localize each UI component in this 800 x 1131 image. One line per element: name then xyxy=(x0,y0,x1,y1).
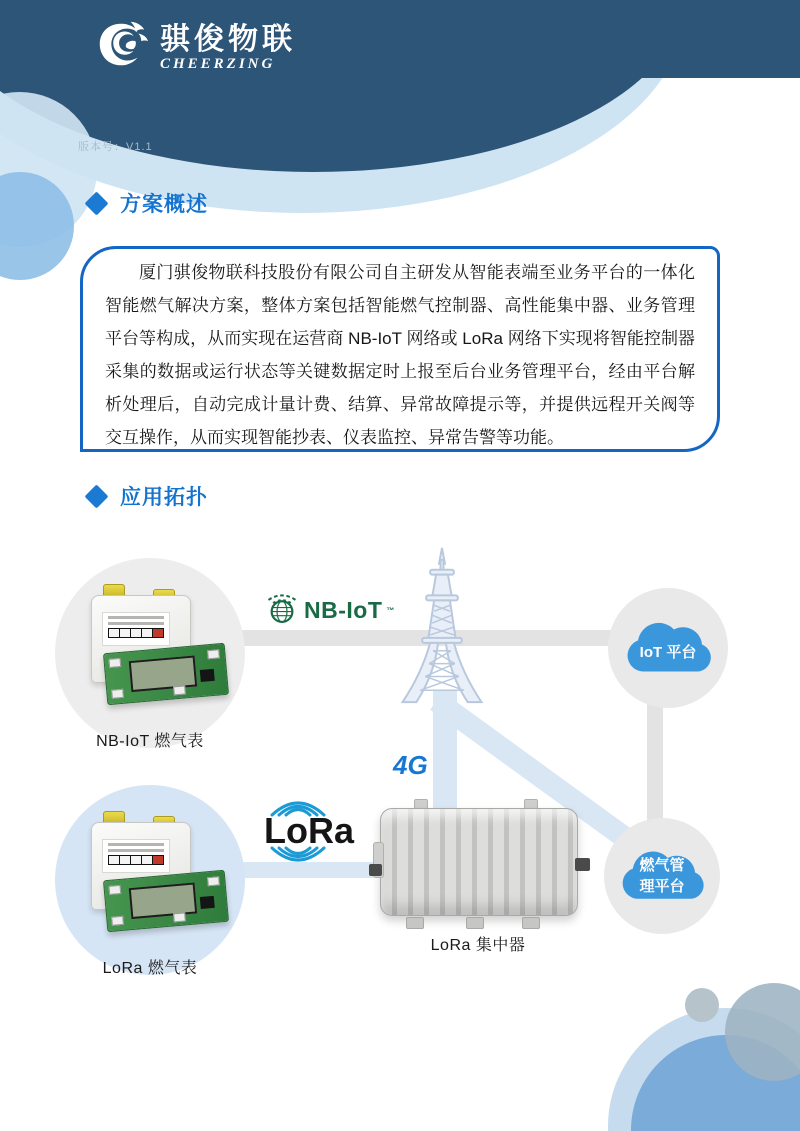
brand-logo xyxy=(92,18,296,79)
pcb-lcd xyxy=(129,882,197,919)
pcb-board-illustration xyxy=(103,870,229,932)
section-title-overview: 方案概述 xyxy=(120,193,208,216)
decor-circle-bottom-small xyxy=(685,988,719,1022)
gas-platform-label: 燃气管 理平台 xyxy=(639,857,685,895)
topology-diagram xyxy=(0,540,800,1010)
nbiot-meter-label: NB-IoT 燃气表 xyxy=(96,733,204,750)
bird-logo-icon xyxy=(92,18,150,79)
lora-signal-arcs-icon xyxy=(266,846,330,866)
meter-counter xyxy=(108,628,164,638)
cell-tower-icon xyxy=(392,546,492,719)
concentrator-label: LoRa 集中器 xyxy=(430,937,526,954)
nbiot-meter-node xyxy=(55,558,245,748)
pcb-chip xyxy=(200,669,215,682)
lora-logo xyxy=(264,810,376,856)
diamond-icon xyxy=(84,191,108,215)
lora-meter-label: LoRa 燃气表 xyxy=(102,960,198,977)
gas-platform-node xyxy=(604,818,720,934)
section-heading-overview xyxy=(88,188,208,218)
section-title-topology: 应用拓扑 xyxy=(120,486,208,509)
pcb-chip xyxy=(200,896,215,909)
iot-platform-label: IoT 平台 xyxy=(639,643,697,661)
pcb-board-illustration xyxy=(103,643,229,705)
trademark-symbol: ™ xyxy=(386,606,395,615)
section-heading-topology xyxy=(88,481,208,511)
gas-meter-illustration xyxy=(77,584,227,724)
overview-box xyxy=(80,246,720,452)
lora-meter-node xyxy=(55,785,245,975)
lora-concentrator-illustration xyxy=(374,802,584,924)
version-label: 版本号：V1.1 xyxy=(78,141,153,153)
iot-platform-node xyxy=(608,588,728,708)
concentrator-body xyxy=(380,808,578,916)
nbiot-logo-text: NB-IoT xyxy=(304,597,383,623)
meter-faceplate xyxy=(102,612,170,646)
meter-faceplate xyxy=(102,839,170,873)
overview-body-text: 厦门骐俊物联科技股份有限公司自主研发从智能表端至业务平台的一体化智能燃气解决方案，整体方案包括智能燃气控制器、高性能集中器、业务管理平台等构成，从而实现在运营商 NB-IoT 网络或 LoRa 网络下实现将智能控制器采集的数据或运行状态等关键数据定时上报至后台业务管理平台，经由平台解析处理后，自动完成计量计费、结算、异常故障提示等，并提供远程开关阀等交互操作，从而实现智能抄表、仪表监控、异常告警等功能。 xyxy=(105,263,695,447)
lora-logo-text: LoRa xyxy=(264,810,354,851)
nbiot-globe-icon xyxy=(264,590,300,631)
concentrator-connector xyxy=(575,858,590,871)
lora-signal-arcs-icon xyxy=(266,797,330,817)
concentrator-connector xyxy=(369,864,382,876)
diamond-icon xyxy=(84,484,108,508)
network-4g-label: 4G xyxy=(393,750,428,780)
brand-name-en: CHEERZING xyxy=(160,56,276,73)
nbiot-logo xyxy=(264,590,394,631)
pcb-lcd xyxy=(129,655,197,692)
brand-name-cn: 骐俊物联 xyxy=(160,22,296,56)
gas-meter-illustration xyxy=(77,811,227,951)
meter-counter xyxy=(108,855,164,865)
